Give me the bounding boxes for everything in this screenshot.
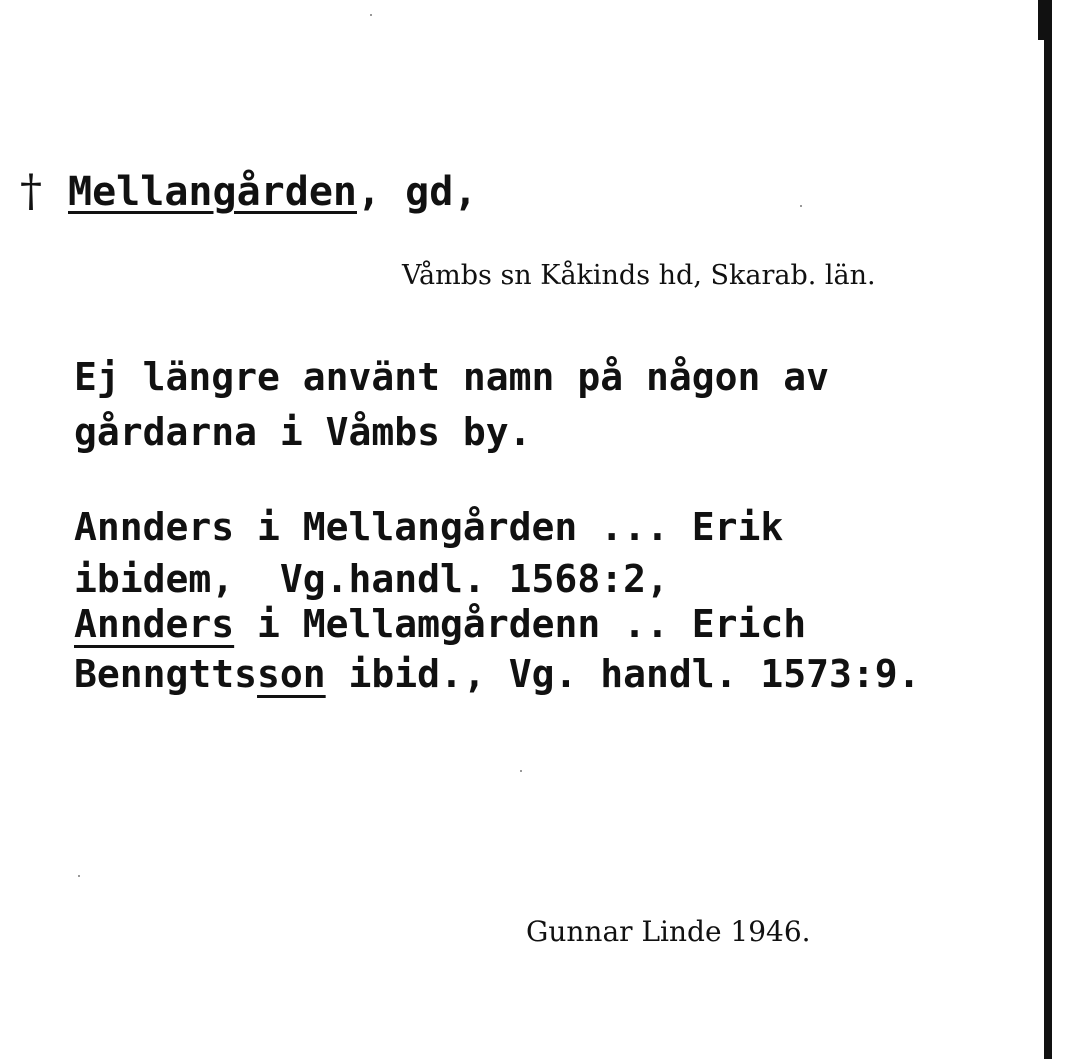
citation-line-2: ibidem, Vg.handl. 1568:2, [74, 557, 669, 601]
card-edge-mark [1038, 0, 1044, 40]
scan-speck [78, 875, 80, 877]
signature: Gunnar Linde 1946. [526, 915, 811, 948]
scan-speck [520, 770, 522, 772]
card-right-edge [1044, 0, 1052, 1059]
note-line-1: Ej längre använt namn på någon av [74, 355, 829, 399]
citation-line-1: Annders i Mellangården ... Erik [74, 505, 784, 549]
place-type: , gd, [356, 169, 478, 215]
deceased-mark: † [20, 166, 42, 217]
scan-speck [370, 14, 372, 16]
entry-heading [68, 169, 478, 215]
underlined-suffix: son [257, 652, 326, 696]
location-line: Våmbs sn Kåkinds hd, Skarab. län. [402, 260, 876, 291]
place-name: Mellangården [68, 169, 357, 215]
citation-line-4: Benngttsson ibid., Vg. handl. 1573:9. [74, 652, 921, 696]
scan-speck [800, 205, 802, 207]
note-line-2: gårdarna i Våmbs by. [74, 410, 532, 454]
underlined-name: Annders [74, 602, 235, 646]
citation-line-3: Annders i Mellamgårdenn .. Erich [74, 602, 807, 646]
